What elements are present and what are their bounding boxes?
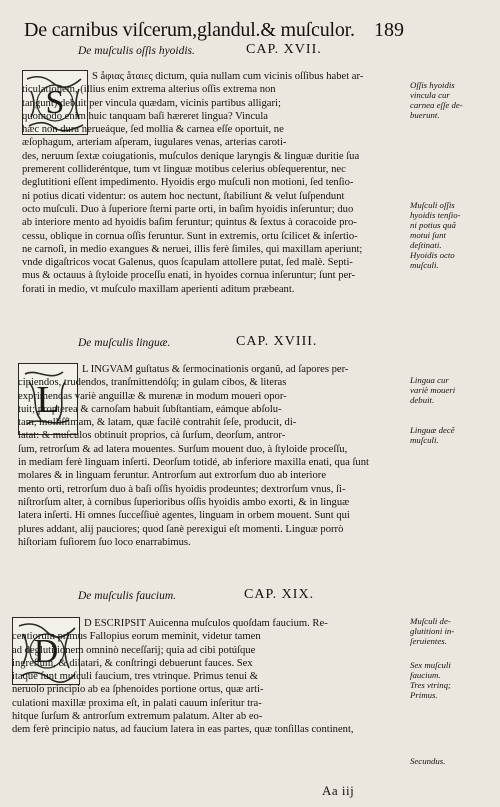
- margin-note-18-b: Linguæ decẽ muſculi.: [410, 425, 455, 445]
- svg-text:L: L: [36, 379, 60, 421]
- margin-note-19-a: Muſculi de- glutitioni in- ſeruientes.: [410, 616, 455, 646]
- running-title: De carnibus viſcerum,glandul.& muſculor.: [24, 19, 355, 41]
- section-title-fauces: De muſculis faucium.: [78, 590, 177, 602]
- page-number: 189: [374, 19, 404, 41]
- chapter-heading-17: CAP. XVII.: [246, 42, 322, 57]
- margin-note-19-b: Sex muſculi faucium. Tres vtrinq; Primus.: [410, 660, 451, 700]
- section-18-text: L INGVAM guſtatus & ſermocinationis organũ, ad ſapores per- cipiendos, trudendos, tranſmittendóſq; in gulam cibos, & literas exprimendas variè anguillæ & murenæ in modum moueri opor- tuit; propterea & carnoſam habuit ſubſtantiam, eámque abſolu- tam, molliſſimam, & latam, quæ facilè contrahit ſeſe, producit, di- latat: & muſculos obtinuit proprios, cà ſurſum, deorſum, antror- ſum, retrorſum & ad latera mouentes. Surſum mouent duo, à ſtyloide proceſſu, in mediam ferè linguam inſerti. Deorſum totidé, ab inferiore maxilla enati, qua ſunt molares & in linguam feruntur. Antrorſum aut extrorſum duo ab interiore mento orti, retrorſum duo à baſi oſſis hyoidis prodeuntes; dextrorſum vnus, ſi- niſtrorſum alter, à cornibus ſuperioribus oſſis hyoidis ambo exorti, & in linguæ latera inſerti. Hi omnes ſucceſſiuè agentes, linguam in orbem mouent. Sunt qui plures addant, alij pauciores; quod ſanè perexigui eſt momenti. Linguæ porrò hiſtoriam fuſiorem ſuo loco enarrabimus.: [18, 364, 369, 548]
- svg-text:S: S: [45, 84, 65, 121]
- margin-note-18-a: Lingua cur variè moueri debuit.: [410, 375, 456, 405]
- section-17-text: S åφιας åταιες dictum, quia nullam cum vicinis oſſibus habet ar- ticulationem, (illius enim extrema alterius oſſis extrema non tangunt) debuit per vincula quædam, vicinis partibus alligari; quomodo enim huic tanquam baſi hæreret lingua? Vincula hæc non dura nerueáque, ſed mollia & carnea eſſe oportuit, ne æſophagum, arteriam aſperam, iugulares venas, arterias caroti- des, neruum ſextæ coiugationis, muſculos denique laryngis & linguæ duritie ſua premerent collideréntque, tum vt linguæ motibus celerius obſequerentur, nec deglutitioni eſſent impedimento. Hyoidis ergo muſculi non motioni, ſed tenſio- ni potius dicati videntur: os autem hoc nectunt, ſtabiliunt & velut ſuſpendunt octo muſculi. Duo à ſuperiore ſterni parte orti, in baſim hyoidis inſeruntur; duo ab interiore mento ad hyoidis baſim feruntur; quintus & ſextus à coracoide pro- cessu, oblique in cornua oſſis feruntur. Sunt in extremis, ortu ſcilicet & inſertio- ne carnoſi, in medio exangues & neruei, illis ferè ſimiles, qui maxillam aperiunt; vnde digaſtricos vocat Galenus, quos ſcapulam attollere putat, ſed malè. Septi- mus & octauus à ſtyloide proceſſu enati, in hyoides cornua inſeruntur; ſunt per- forati in medio, vt muſculo maxillam aperienti aditum præbeant.: [22, 71, 364, 295]
- margin-note-17-b: Muſculi oſſis hyoidis tenſio- ni potius quã motui ſunt deſtinati. Hyoidis octo muſculi.: [410, 200, 461, 270]
- chapter-heading-18: CAP. XVIII.: [236, 334, 318, 349]
- margin-note-17-a: Oſſis hyoidis vincula cur carnea eſſe de- buerunt.: [410, 80, 463, 120]
- svg-text:D: D: [33, 633, 59, 670]
- signature-mark: Aa iij: [322, 783, 355, 798]
- section-title-tongue: De muſculis linguæ.: [78, 337, 171, 349]
- section-19-text: D ESCRIPSIT Auicenna muſculos quoſdam faucium. Re- centiorum primus Fallopius eorum meminit, videtur tamen ad deglutitionem omninò neceſſarij; quia ad cibi potúſque ingreſſum, & dilatari, & conſtringi debuerunt fauces. Sex itaque ſunt muſculi faucium, tres vtrinque. Primus tenui & neruoſo principio ab ea ſphenoides portione ortus, quæ arti- culationi maxillæ proxima eſt, in palati cauum inſeritur tra- hitque ſurſum & antrorſum extremum palatum. Alter ab eo- dem ferè principio natus, ad faucium latera in eas partes, quæ tonſillas continent,: [12, 618, 354, 736]
- margin-note-19-c: Secundus.: [410, 756, 446, 766]
- chapter-heading-19: CAP. XIX.: [244, 587, 315, 602]
- section-title-hyoid: De muſculis oſſis hyoidis.: [78, 45, 195, 57]
